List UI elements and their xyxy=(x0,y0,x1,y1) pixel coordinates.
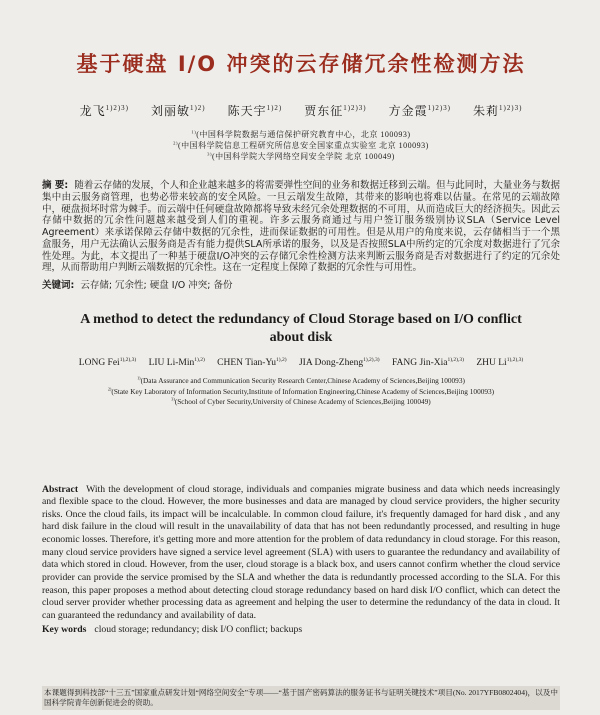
author-sup: 1)2)3) xyxy=(343,104,367,112)
affiliation-text: (中国科学院数据与通信保护研究教育中心，北京 100093) xyxy=(196,130,411,139)
author-en xyxy=(299,358,380,368)
affiliation-line xyxy=(42,140,560,151)
abstract-en-text: With the development of cloud storage, individuals and companies migrate business and data which needs increasingly and flexible space to the cloud. However, the more businesses and data are managed by cloud service providers, the higher security risks. Once the cloud fails, its impact will be incalculable. In common cloud failure, it's frequently damaged for hard disk , and any hard disk failure in the cloud will result in the unavailability of data that has not been redundantly processed, and resulting in huge economic losses. Therefore, it's getting more and more attention for the problem of data redundancy in cloud storage. For this reason, many cloud service providers have signed a service level agreement (SLA) with users to guarantee the redundancy and availability of data which stored in cloud. However, from the user, cloud storage is a black box, and users cannot confirm whether the cloud service provider can provide the service promised by the SLA and whether the data is redundantly processed according to the SLA. For this reason, this paper proposes a method about detecting cloud storage redundancy based on hard disk I/O conflict, which can detect the cloud server provider whether processing data as agreement and helping the user to determine the redundancy of the data in cloud. It can guaranteed the redundancy and availability of data. xyxy=(42,483,560,621)
abstract-cn xyxy=(42,180,560,274)
author-name: LONG Fei xyxy=(78,358,120,369)
author-name: FANG Jin-Xia xyxy=(391,358,448,369)
affiliation-sup: 3) xyxy=(171,396,175,402)
affiliation-text: (School of Cyber Security,University of Chinese Academy of Sciences,Beijing 100049) xyxy=(174,397,431,407)
author-en xyxy=(79,358,136,368)
keywords-en-label: Key words xyxy=(42,624,87,636)
author-sup: 1),2) xyxy=(276,356,287,363)
author-en xyxy=(392,358,464,368)
author-name: 龙飞 xyxy=(79,104,106,118)
affiliation-line xyxy=(42,397,560,408)
affiliation-sup: 1) xyxy=(137,375,141,381)
author-cn xyxy=(473,104,522,118)
affiliations-cn xyxy=(42,129,560,162)
affiliation-sup: 2) xyxy=(107,386,112,392)
affiliation-line xyxy=(42,129,560,140)
affiliation-line xyxy=(42,387,560,398)
author-name: 朱莉 xyxy=(473,104,500,118)
author-cn xyxy=(304,104,366,118)
author-name: JIA Dong-Zheng xyxy=(298,358,364,369)
keywords-cn-text: 云存储; 冗余性; 硬盘 I/O 冲突; 备份 xyxy=(80,280,233,292)
affiliation-text: (State Key Laboratory of Information Security,Institute of Information Engineering,Chinese Academy of Sciences,Beijing 100093) xyxy=(111,386,495,396)
affiliation-line xyxy=(42,151,560,162)
author-sup: 1),2) xyxy=(194,356,205,363)
author-en xyxy=(149,358,205,368)
keywords-en-text: cloud storage; redundancy; disk I/O conflict; backups xyxy=(94,624,303,636)
author-name: 方金霞 xyxy=(388,104,428,118)
author-sup: 1),2),3) xyxy=(363,356,380,363)
author-name: LIU Li-Min xyxy=(148,358,195,369)
author-en xyxy=(217,358,286,368)
affiliation-sup: 2) xyxy=(173,141,179,147)
affiliation-text: (中国科学院信息工程研究所信息安全国家重点实验室 北京 100093) xyxy=(178,141,429,150)
author-name: 陈天宇 xyxy=(227,104,267,118)
abstract-cn-label: 摘 要: xyxy=(42,180,69,191)
paper-title-en: A method to detect the redundancy of Cloud Storage based on I/O conflict about disk xyxy=(80,312,522,345)
affiliations-en xyxy=(42,376,560,408)
author-sup: 1),2),3) xyxy=(506,356,524,363)
author-sup: 1),2),3) xyxy=(119,356,137,363)
author-sup: 1)2) xyxy=(266,104,283,112)
author-name: ZHU Li xyxy=(476,358,507,369)
author-cn xyxy=(228,104,283,118)
affiliation-sup: 3) xyxy=(207,152,213,158)
author-en xyxy=(476,358,523,368)
author-sup: 1)2)3) xyxy=(427,104,452,112)
author-sup: 1),2),3) xyxy=(447,356,464,363)
author-name: 刘丽敏 xyxy=(150,104,190,118)
author-name: 贾东征 xyxy=(304,104,344,118)
affiliation-text: (中国科学院大学网络空间安全学院 北京 100049) xyxy=(212,152,395,161)
author-sup: 1)2)3) xyxy=(499,104,523,112)
author-cn xyxy=(80,104,129,118)
author-sup: 1)2) xyxy=(190,104,206,112)
funding-footnote: 本课题得到科技部“十三五”国家重点研发计划“网络空间安全”专项——“基于国产密码算法的服务证书与证明关键技术”项目(No. 2017YFB0802404)，以及中国科学院青年创新促进会的资助。 xyxy=(42,686,560,710)
affiliation-line xyxy=(42,376,560,387)
author-cn xyxy=(389,104,451,118)
author-cn xyxy=(151,104,206,118)
author-name: CHEN Tian-Yu xyxy=(217,358,277,369)
keywords-cn xyxy=(42,277,560,291)
abstract-en-label: Abstract xyxy=(42,483,79,495)
abstract-cn-text: 随着云存储的发展，个人和企业越来越多的将需要弹性空间的业务和数据迁移到云端。但与此同时，大量业务与数据集中由云服务商管理，也势必带来较高的安全风险。一旦云端发生故障，其带来的影响也将难以估量。在常见的云端故障中，硬盘损坏时常为棘手。而云端中任何硬盘故障都将导致未经冗余处理数据的不可用，从而造成巨大的经济损失。因此云存储中数据的冗余性问题越来越受到人们的重视。许多云服务商通过与用户签订服务级别协议SLA（Service Level Agreement）来承诺保障云存储中数据的冗余性，进而保证数据的可用性。但是从用户的角度来说，云存储相当于一个黑盒服务，用户无法确认云服务商是否有能力提供SLA所承诺的服务，以及是否按照SLA中所约定的冗余度对数据进行了冗余性处理。为此，本文提出了一种基于硬盘I/O冲突的云存储冗余性检测方法来判断云服务商是否对数据进行了约定的冗余处理，从而帮助用户判断云端数据的冗余性。这在一定程度上保障了数据的冗余性与可用性。 xyxy=(42,180,560,274)
paper-title-cn: 基于硬盘 I/O 冲突的云存储冗余性检测方法 xyxy=(76,52,526,76)
authors-en xyxy=(42,358,560,368)
keywords-en xyxy=(42,624,560,635)
affiliation-text: (Data Assurance and Communication Security Research Center,Chinese Academy of Sciences,Beijing 100093) xyxy=(140,376,465,386)
authors-cn xyxy=(42,102,560,119)
keywords-cn-label: 关键词: xyxy=(42,280,75,292)
author-sup: 1)2)3) xyxy=(105,104,129,112)
affiliation-sup: 1) xyxy=(191,130,197,136)
abstract-en xyxy=(42,484,560,623)
